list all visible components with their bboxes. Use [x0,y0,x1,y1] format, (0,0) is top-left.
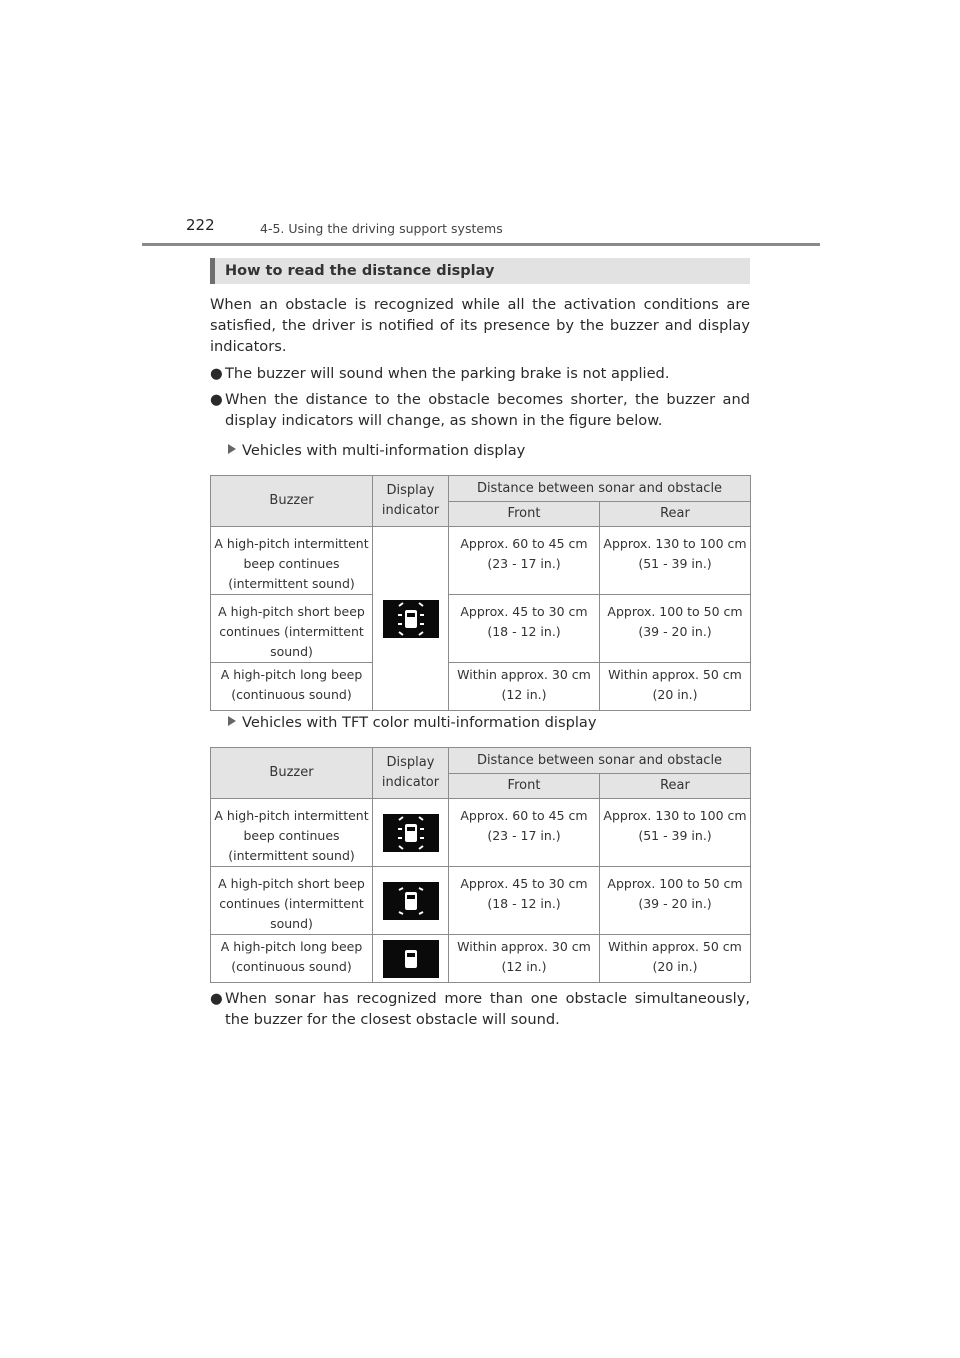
header-indicator: Display indicator [373,748,449,799]
header-rear: Rear [600,774,751,799]
front-distance-cell: Approx. 45 to 30 cm (18 - 12 in.) [449,867,600,935]
header-front: Front [449,502,600,527]
header-divider [142,243,820,246]
caption-text: Vehicles with TFT color multi-information display [242,714,597,731]
bullet-item [210,988,750,1030]
distance-table-multi-info [210,475,751,711]
buzzer-cell: A high-pitch intermittent beep continues (intermittent sound) [211,527,373,595]
front-distance-cell: Within approx. 30 cm (12 in.) [449,935,600,983]
rear-distance-cell: Within approx. 50 cm (20 in.) [600,663,751,711]
header-indicator: Display indicator [373,476,449,527]
rear-distance-cell: Approx. 130 to 100 cm (51 - 39 in.) [600,527,751,595]
bullet-icon: ● [210,990,223,1007]
header-buzzer: Buzzer [211,476,373,527]
parking-sensor-car-icon [383,600,439,638]
bullet-text: The buzzer will sound when the parking brake is not applied. [225,365,670,382]
chapter-title: 4-5. Using the driving support systems [260,221,503,236]
parking-sensor-car-icon [383,940,439,978]
indicator-cell [373,527,449,711]
caption-text: Vehicles with multi-information display [242,442,526,459]
buzzer-cell: A high-pitch short beep continues (intermittent sound) [211,867,373,935]
bullet-item [210,389,750,431]
front-distance-cell: Approx. 60 to 45 cm (23 - 17 in.) [449,527,600,595]
rear-distance-cell: Approx. 130 to 100 cm (51 - 39 in.) [600,799,751,867]
bullet-text: When sonar has recognized more than one obstacle simultaneously, the buzzer for the closest obstacle will sound. [225,990,750,1028]
indicator-cell [373,935,449,983]
table-caption [228,712,596,733]
front-distance-cell: Approx. 45 to 30 cm (18 - 12 in.) [449,595,600,663]
rear-distance-cell: Approx. 100 to 50 cm (39 - 20 in.) [600,867,751,935]
front-distance-cell: Within approx. 30 cm (12 in.) [449,663,600,711]
bullet-text: When the distance to the obstacle becomes shorter, the buzzer and display indicators will change, as shown in the figure below. [225,391,750,429]
bullet-item [210,363,750,384]
section-title: How to read the distance display [210,258,750,284]
indicator-cell [373,867,449,935]
bullet-icon: ● [210,391,223,408]
parking-sensor-car-icon [383,882,439,920]
buzzer-cell: A high-pitch short beep continues (intermittent sound) [211,595,373,663]
intro-paragraph: When an obstacle is recognized while all the activation conditions are satisfied, the driver is notified of its presence by the buzzer and display indicators. [210,296,750,355]
front-distance-cell: Approx. 60 to 45 cm (23 - 17 in.) [449,799,600,867]
indicator-cell [373,799,449,867]
header-distance: Distance between sonar and obstacle [449,748,751,774]
buzzer-cell: A high-pitch long beep (continuous sound) [211,663,373,711]
header-distance: Distance between sonar and obstacle [449,476,751,502]
rear-distance-cell: Approx. 100 to 50 cm (39 - 20 in.) [600,595,751,663]
rear-distance-cell: Within approx. 50 cm (20 in.) [600,935,751,983]
triangle-right-icon [228,716,236,726]
buzzer-cell: A high-pitch intermittent beep continues (intermittent sound) [211,799,373,867]
buzzer-cell: A high-pitch long beep (continuous sound) [211,935,373,983]
header-rear: Rear [600,502,751,527]
table-caption [228,440,525,461]
header-buzzer: Buzzer [211,748,373,799]
distance-table-tft [210,747,751,983]
bullet-icon: ● [210,365,223,382]
triangle-right-icon [228,444,236,454]
header-front: Front [449,774,600,799]
page-header [186,216,746,240]
parking-sensor-car-icon [383,814,439,852]
page-number: 222 [186,216,215,234]
